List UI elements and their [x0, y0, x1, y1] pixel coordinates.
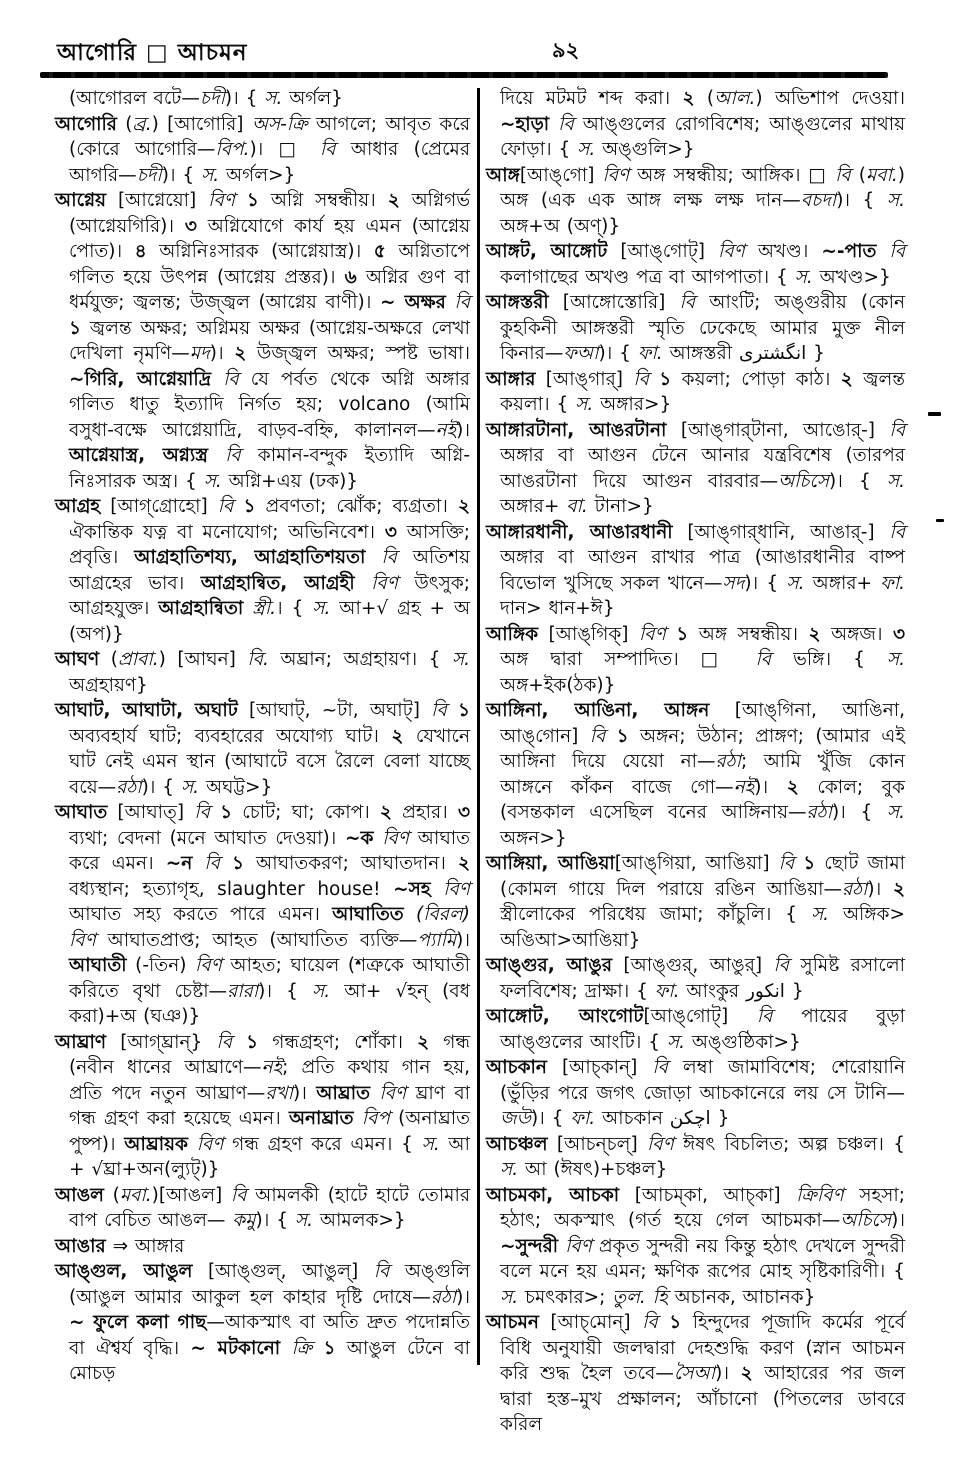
dictionary-entry: আঙ্গিনা, আঙিনা, আঙ্গন [আঙ্‌গিনা, আঙিনা, আঙ্‌গোন] বি ১ অঙ্গন; উঠান; প্রাঙ্গণ; (আমার এই আঙ্গিনা দিয়ে যেয়ো না—রঠা; আমি খুঁজি কোন আঙ্গনে কাঁকন বাজে গো—নই)। ২ কোল; বুক (বসন্তকাল এসেছিল বনের আঙ্গিনায়—রঠা)। { স. অঙ্গন>}: [486, 700, 905, 849]
dictionary-entry: আঘ্রাণ [আগ্‌ঘ্রান্} বি ১ গন্ধগ্রহণ; শোঁকা। ২ গন্ধ (নবীন ধানের আঘ্রাণে—নই; প্রতি কথায় গান হয়, প্রতি পদে নতুন আঘ্রাণ—রখা)। আঘ্রাত বিণ ঘ্রাণ বা গন্ধ গ্রহণ করা হয়েছে এমন। অনাঘ্রাত বিপ (অনাঘ্রাত পুষ্প)। আঘ্রায়ক বিণ গন্ধ গ্রহণ করে এমন। { স. আ + √ঘ্রা+অন(ল্যুট্)}: [55, 1031, 471, 1180]
dictionary-entry: আঘণ (প্রাবা.) [আঘন] বি. অঘ্রান; অগ্রহায়ণ। { স. অগ্রহায়ণ}: [55, 649, 470, 696]
entry-continuation: দিয়ে মটমট শব্দ করা। ২ (আল.) অভিশাপ দেওয়া। ~হাড়া বি আঙ্গুলের রোগবিশেষ; আঙ্গুলের মাথায় ফোড়া। { স. অঙ্গুলি>}: [500, 88, 905, 160]
dictionary-entry: আঘাত [আঘাত্] বি ১ চোট; ঘা; কোপ। ২ প্রহার। ৩ ব্যথা; বেদনা (মনে আঘাত দেওয়া)। ~ক বিণ আঘাত করে এমন। ~ন বি ১ আঘাতকরণ; আঘাতদান। ২ বধ্যস্থান; হত্যাগৃহ, slaughter house! ~সহ বিণ আঘাত সহ্য করতে পারে এমন। আঘাতিত (বিরল) বিণ আঘাতপ্রাপ্ত; আহত (আঘাতিত ব্যক্তি—প্যামি)। আঘাতী (-তিন) বিণ আহত; ঘায়েল (শত্রুকে আঘাতী করিতে বৃথা চেষ্টা—রারা)। { স. আ+ √হন্ (বধ করা)+অ (ঘঞ)}: [55, 802, 471, 1027]
dictionary-entry: আঘাট, আঘাটা, অঘাট [আঘাট্, ~টা, অঘাট্] বি ১ অব্যবহার্য ঘাট; ব্যবহারের অযোগ্য ঘাট। ২ যেখানে ঘাট নেই এমন স্থান (আঘাটে বসে রৈলে বেলা যাচ্ছে বয়ে—রঠা)। { স. অঘট্ট>}: [55, 700, 470, 798]
right-column: [486, 86, 905, 1438]
dictionary-entry: আঙ্গট, আঙ্গোট [আঙ্‌গোট্] বিণ অখণ্ড। ~-পাত বি কলাগাছের অখণ্ড পত্র বা আগপাতা। { স. অখণ্ড>}: [486, 241, 906, 288]
dictionary-entry: আচঞ্চল [আচন্‌চল্] বিণ ঈষৎ বিচলিত; অল্প চঞ্চল। { স. আ (ঈষৎ)+চঞ্চল}: [486, 1133, 905, 1180]
scan-artifact: [936, 519, 944, 522]
page-header: [0, 0, 960, 68]
dictionary-entry: আগ্নেয় [আগ্নেয়ো] বিণ ১ অগ্নি সম্বন্ধীয়। ২ অগ্নিগর্ভ (আগ্নেয়গিরি)। ৩ অগ্নিযোগে কার্য হয় এমন (আগ্নেয় পোত)। ৪ অগ্নিনিঃসারক (আগ্নেয়াস্ত্র)। ৫ অগ্নিতাপে গলিত হয়ে উৎপন্ন (আগ্নেয় প্রস্তর)। ৬ অগ্নির গুণ বা ধর্মযুক্ত; জ্বলন্ত; উজ্জ্বল (আগ্নেয় বাণী)। ~ অক্ষর বি ১ জ্বলন্ত অক্ষর; অগ্নিময় অক্ষর (আগ্নেয়-অক্ষরে লেখা দেখিলা নৃমণি—মদ)। ২ উজ্জ্বল অক্ষর; স্পষ্ট ভাষা। ~গিরি, আগ্নেয়াদ্রি বি যে পর্বত থেকে অগ্নি অঙ্গার গলিত ধাতু ইত্যাদি নির্গত হয়; volcano (আমি বসুধা-বক্ষে আগ্নেয়াদ্রি, বাড়ব-বহ্নি, কালানল—নই)। আগ্নেয়াস্ত্র, অগ্ন্যস্ত্র বি কামান-বন্দুক ইত্যাদি অগ্নি-নিঃসারক অস্ত্র। { স. অগ্নি+এয় (ঢক)}: [55, 190, 471, 492]
dictionary-entry: আচমকা, আচকা [আচম্‌কা, আচ্‌কা] ক্রিবিণ সহসা; হঠাৎ; অকস্মাৎ (গর্ত হয়ে গেল আচমকা—অচিসে)। ~সুন্দরী বিণ প্রকৃত সুন্দরী নয় কিন্তু হঠাৎ দেখলে সুন্দরী বলে মনে হয় এমন; ক্ষণিক রূপের মোহ সৃষ্টিকারিণী। { স. চমৎকার>; তুল. হি অচানক, আচানক}: [486, 1184, 905, 1308]
dictionary-entry: আঙ্গারটানা, আঙরটানা [আঙ্‌গার্‌টানা, আঙোর্-] বি অঙ্গার বা আগুন টেনে আনার যন্ত্রবিশেষ (তারপর আঙরটানা দিয়ে আগুন বারবার—অচিসে)। { স. অঙ্গার+ বা. টানা>}: [486, 419, 906, 517]
dictionary-entry: আচমন [আচ্‌মোন্] বি ১ হিন্দুদের পূজাদি কর্মের পূর্বে বিধি অনুযায়ী জলদ্বারা দেহশুদ্ধি করণ (স্নান আচমন করি শুদ্ধ হৈল তবে—সৈআ)। ২ আহারের পর জল দ্বারা হস্ত–মুখ প্রক্ষালন; আঁচানো (পিতলের ডাবরে করিল: [486, 1312, 905, 1435]
scan-artifact: [928, 412, 941, 416]
guide-words: আগোরি □ আচমন: [57, 40, 248, 66]
dictionary-entry: আঙ্গোট, আংগোট[আঙ্‌গোট্] বি পায়ের বুড়া আঙ্গুলের আংটি। { স. অঙ্গুষ্ঠিকা>}: [486, 1006, 906, 1053]
dictionary-entry: আঙ্গ[আঙ্‌গো] বিণ অঙ্গ সম্বন্ধীয়; আঙ্গিক। □ বি (মবা.) অঙ্গ (এক এক আঙ্গ লক্ষ লক্ষ দান—বচদা)। { স. অঙ্গ+অ (অণ্)}: [486, 164, 905, 237]
dictionary-entry: আঙ্গিয়া, আঙিয়া[আঙ্‌গিয়া, আঙিয়া] বি ১ ছোট জামা (কোমল গায়ে দিল পরায়ে রঙিন আঙিয়া—রঠা)। ২ স্ত্রীলোকের পরিধেয় জামা; কাঁচুলি। { স. অঙ্গিক> অঙিআ>আঙিয়া}: [486, 853, 906, 951]
dictionary-entry: আগ্রহ [আগ্‌গ্রোহো] বি ১ প্রবণতা; ঝোঁক; ব্যগ্রতা। ২ ঐকান্তিক যত্ন বা মনোযোগ; অভিনিবেশ। ৩ আসক্তি; প্রবৃত্তি। আগ্রহাতিশয্য, আগ্রহাতিশয়তা বি অতিশয় আগ্রহের ভাব। আগ্রহান্বিত, আগ্রহী বিণ উৎসুক; আগ্রহযুক্ত। আগ্রহান্বিতা স্ত্রী.। { স. আ+√ গ্রহ + অ (অপ)}: [55, 496, 471, 645]
dictionary-entry: আচকান [আচ্‌কান্] বি লম্বা জামাবিশেষ; শেরোয়ানি (ভুঁড়ির পরে জগৎ জোড়া আচকানেরে লয় সে টানি—জউ)। { ফা. আচকান اچکن }: [486, 1057, 905, 1129]
dictionary-entry: আঙ্গিক [আঙ্‌গিক্] বিণ ১ অঙ্গ সম্বন্ধীয়। ২ অঙ্গজ। ৩ অঙ্গ দ্বারা সম্পাদিত। □ বি ভঙ্গি। { স. অঙ্গ+ইক(ঠক)}: [486, 623, 905, 696]
dictionary-entry: আঙ্গস্তরী [আঙ্গোস্তোরি] বি আংটি; অঙ্গুরীয় (কোন কুহকিনী আঙ্গস্তরী স্মৃতি ঢেকেছে আমার মুক্ত নীল কিনার—ফআ)। { ফা. আঙ্গস্তরী انگشتری }: [486, 292, 905, 364]
dictionary-entry: আঙল (মবা.)[আঙল] বি আমলকী (হাটে হাটে তোমার বাপ বেচিত আঙল— কমু)। { স. আমলক>}: [55, 1184, 470, 1231]
dictionary-entry: আঙ্গুর, আঙুর [আঙ্‌গুর্, আঙুর্] বি সুমিষ্ট রসালো ফলবিশেষ; দ্রাক্ষা। { ফা. আংকুর انكور }: [486, 955, 906, 1002]
entry-continuation: (আগোরল বটে—চদী)। { স. অর্গল}: [69, 88, 343, 109]
column-divider: [477, 88, 480, 1365]
dictionary-entry: আঙ্গার [আঙ্‌গার্] বি ১ কয়লা; পোড়া কাঠ। ২ জ্বলন্ত কয়লা। { স. অঙ্গার>}: [486, 368, 906, 415]
page-number: ৯২: [552, 38, 580, 62]
dictionary-entry: আঙার ⇒ আঙ্গার: [55, 1235, 185, 1257]
page-body: [55, 86, 907, 1438]
dictionary-entry: আঙ্গারধানী, আঙারধানী [আঙ্‌গার্‌ধানি, আঙার্-] বি অঙ্গার বা আগুন রাখার পাত্র (আঙারধানীর বাষ্প বিভোল খুসিছে সকল খানে—সদ)। { স. অঙ্গার+ ফা. দান> ধান+ঈ}: [486, 521, 905, 619]
header-rule: [40, 72, 888, 78]
dictionary-entry: আঙ্গুল, আঙুল [আঙ্‌গুল্, আঙুল্] বি অঙ্গুলি (আঙুল আমার আকুল হল কাহার দৃষ্টি দোষে—রঠা)। ~ ফুলে কলা গাছ—আকস্মাৎ বা অতি দ্রুত পদোন্নতি বা ঐশ্বর্য বৃদ্ধি। ~ মটকানো ক্রি ১ আঙুল টেনে বা মোচড়: [55, 1261, 470, 1384]
left-column: [55, 86, 470, 1438]
dictionary-entry: আগোরি (ব্র.) [আগোরি] অস-ক্রি আগলে; আবৃত করে (কোরে আগোরি—বিপ.)। □ বি আধার (প্রেমের আগরি—চদী)। { স. অর্গল>}: [55, 113, 470, 186]
